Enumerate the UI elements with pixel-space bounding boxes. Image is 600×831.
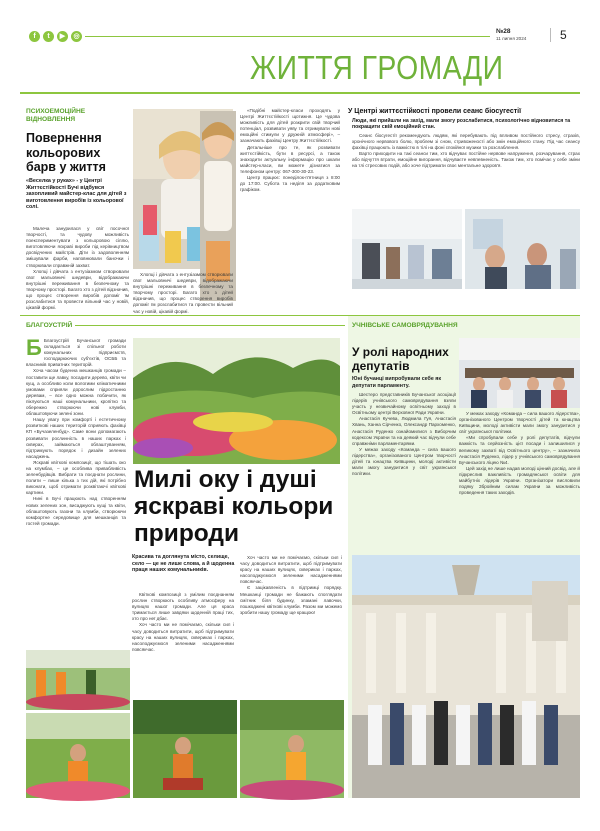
article4-body-col1 [352,392,456,552]
article1-title: Повернення кольорових барв у життя [26,131,106,174]
article4-lead: Юні бучанці випробували себе як депутати парламенту. [352,376,441,389]
page-number: 5 [560,28,567,42]
article1-rubric: ПСИХОЕМОЦІЙНЕ ВІДНОВЛЕННЯ [26,108,86,123]
section-title: ЖИТТЯ ГРОМАДИ [250,49,504,86]
article4-title: У ролі народних депутатів [352,345,449,373]
instagram-icon[interactable]: ◎ [71,31,82,42]
article3-paragraph: Благоустрій Бучанської громади складається зі спільної роботи комунальних підприємств, господарюючих суб'єктів, ОСББ та власників приватних територій. [26,338,126,368]
article3-paragraph: Нині в Бучі працюють над створенням нових зелених зон, висаджують кущі та квіти, облаштовують газони та клумби, створюючи комфортне середовище для мешканців та гостей громади. [26,496,126,526]
article2-paragraph: Варто приходити на такі сеанси тим, хто відчуває постійне нервове напруження, розчарування, страх або відчуття втрати, емоційне вигорання, відчуваєте невпевненість. Також тим, хто помічає у себе зміни на тлі стресових подій, або хоче підтримати своє ментальне здоров'я. [352,151,580,169]
article3-rubric-bar [75,325,345,326]
youtube-icon[interactable]: ▶ [57,31,68,42]
section-rule [20,92,580,94]
photo-flowerbed-park [133,338,340,464]
article2-lead: Люди, які прийшли на захід, мали змогу розслабитися, психологічно відновитися та покращити свій емоційний стан. [352,118,571,131]
facebook-icon[interactable]: f [29,31,40,42]
issue-number: №28 [496,28,511,35]
photo-lawn-mower [133,700,237,798]
article3-paragraph: Хоч часто ми не помічаємо, скільки сил і часу доводиться витратити, щоб підтримувати красу на наших вулицях, сквериках і парках, насолоджуємося зеленими насадженнями повсякчас. [132,622,234,652]
article3-body-col1 [26,335,126,646]
article4-paragraph: «Ми спробували себе у ролі депутатів, відчули важкість та серйозність цієї посади і залишилися у великому захваті від Освітнього центру», – зазначила Анастасія Руденко, лідер у учнівського самоврядування Бучанського ліцею №4. [459,435,580,465]
article2-paragraph: Сеанс біосугестії рекомендують людям, які перебувають під впливом постійного стресу, страхів, хронічного нервового болю, проблем зі сном, стривоженості або змін емоційного стану. Під час сеансу фахівці працюють із важкістю в тілі на фоні спокійної музики та розслаблення. [352,133,580,151]
article1-lead: «Веселка у руках» - у Центрі Життєстійкості Бучі відбувся захопливий майстер-клас для дітей з виготовлення виробів із кольорової солі. [26,178,127,211]
article1-paragraph: «Подібні майстер-класи проходять у Центрі Життєстійкості щотижня. Це чудова можливість для дітей розкрити свій творчий потенціал, розвивати уяву та отримувати нові емоційні стимули у дружній атмосфері», – зазначають фахівці Центру Життєстійкості. [240,108,340,144]
article4-paragraph: Цей захід не лише надав молоді цінний досвід, але й підкреслив важливість громадянської освіти для майбутніх лідерів України. Організатори висловили подяку Збройним силам України за можливість проведення таких заходів. [459,465,580,496]
article4-paragraph: Анастасія Кучева, Людмила Гуя, Анастасія Хвань, Ханна Сірченко, Олександр Пархоменко, Анастасія Руденко ознайомилися з Виборчим кодексом України та на деякий час відчули себе справжніми парламентарями. [352,416,456,446]
article3-lead: Красива та доглянута місто, селище, село — це не лише слова, а й щоденна праця наших комунальників. [132,554,235,574]
article4-body-col2 [459,411,580,552]
article1-body-col2 [133,272,233,314]
article1-paragraph: Хлопці і дівчата з ентузіазмом створювали свої мальовничі шедеври, відображаючи внутрішні переживання в безпечному та творчому просторі. Багато хто з дітей відзначив, що процес створення виробів допоміг їм розслабитися та провести вільний час у новій, цікавій формі. [26,268,129,311]
photo-worker-planting [26,713,130,798]
article3-paragraph: Квіткові композиції з умілим поєднанням рослин створюють особливу атмосферу на вулицях нашої громади. Але ця краса тримається лише завдяки щоденній праці тих, хто про неї дбає. [132,592,234,622]
photo-students-group-parliament [352,555,580,798]
photo-biosuggestion-session [465,209,580,289]
header-rule [85,36,490,37]
article4-paragraph: Шестеро представників Бучанської асоціації лідерів учнівського самоврядування взяли участь у незвичайному освітньому заході в Освітньому центрі Верховної Ради України. [352,392,456,416]
drop-cap: Б [26,335,42,360]
photo-students-parliament-hall [459,338,580,408]
article3-paragraph: Нашу увагу при комфорті і естетичному розвиткові наших територій сприяють фахівці КП «Бучазеленбуд». Саме вони допомагають розвивати рослинність в наших парках і скверах, займаються облаштуванням, підтримують порядок і дизайн зелених насаджень. [26,417,126,459]
article1-paragraph: Хлопці і дівчата з ентузіазмом створювали свої мальовничі шедеври, відображаючи внутрішні переживання в безпечному та творчому просторі. Багато хто з дітей відзначив, що процес створення виробів допоміг їм розслабитися та провести вільний час у новій, цікавій формі. [133,272,233,314]
article1-body-col1 [26,226,129,309]
article3-rubric: БЛАГОУСТРІЙ [26,322,73,329]
article2-body [352,133,580,193]
photo-worker-watering [240,700,344,798]
article3-title: Милі оку і душі яскраві кольори природи [134,466,334,547]
twitter-icon[interactable]: t [43,31,54,42]
page-separator [550,28,551,42]
photo-biosuggestion-room [352,209,462,289]
article1-paragraph: Детальніше про те, як розвивати життєстійкість, бути в ресурсі, а також знаходити актуальну інформацію про шкали майстер-класи, ви можете дізнатися за телефоном центру: 067-300-30-23. [240,144,340,174]
article4-paragraph: У межах заходу «Команда – сила вашого лідерства», організованого Центром творчості дітей та юнацтва Київщини, молоді активісти мали змогу зануритися у світ української політики. [459,411,580,435]
article2-title: У Центрі життєстійкості провели сеанс біосугестії [348,108,522,115]
article3-paragraph: Хоч часто ми не помічаємо, скільки сил і часу доводиться витратити, щоб підтримувати красу на наших вулицях, сквериках і парках, насолоджуємося зеленими насадженнями повсякчас. [240,555,342,585]
article3-paragraph: Яскраві квіткові композиції, що тішать око на клумбах, – це особлива привабливість зеленбудівців. Вибрати та поєднати рослини, полити – лише кілька з тих дій, які потрібно виконати, щоб отримати розквітаючі квіткові картини. [26,459,126,496]
article3-body-col3 [240,555,342,698]
article1-paragraph: Центр працює: понеділок-п'ятниця з 8:00 до 17:00. Субота та неділя за додатковим графіком. [240,175,340,193]
article3-paragraph: Є зацікавленість в підтримці порядку. Мешканці громади не бажають споглядати смітник біля будинку, зламані лавочки, пошкоджені квіткові клумби. Разом ми можемо зробити нашу громаду ще кращою! [240,585,342,615]
photo-workers-flowerbed [26,650,130,710]
article3-paragraph: Хоча часом буденна мешканців громади – поставити ще лавку, посадити дерево, квіти чи кущ, а особливо коли вологими кліматичними умовами сприяли дорослим підростанню деревам, – все одно можна побачити, як піклуються наші комунальники, кропітко та обережно створюючи нові клумби, облаштовуючи зелені зони. [26,368,126,417]
issue-date: 11 липня 2024 [496,36,527,41]
article1-paragraph: Малеча занурилася у світ посочної творчості, та чудову можливість поекспериментувати з кольоровою сіллю, виготовляючи яскраві вироби під керівництвом досвідчених майстрів. Діти із задоволенням змішували фарби, наповнювали баночки і створювали справжній захват. [26,226,129,268]
article1-body-col3 [240,108,340,308]
article4-paragraph: У межах заходу «Команда – сила вашого лідерства», організованого Центром творчості дітей та юнацтва Київщини, молоді активісти мали змогу зануритися у світ української політики. [352,446,456,477]
article3-body-col2 [132,592,234,696]
article4-rubric: УЧНІВСЬКЕ САМОВРЯДУВАННЯ [352,322,458,329]
